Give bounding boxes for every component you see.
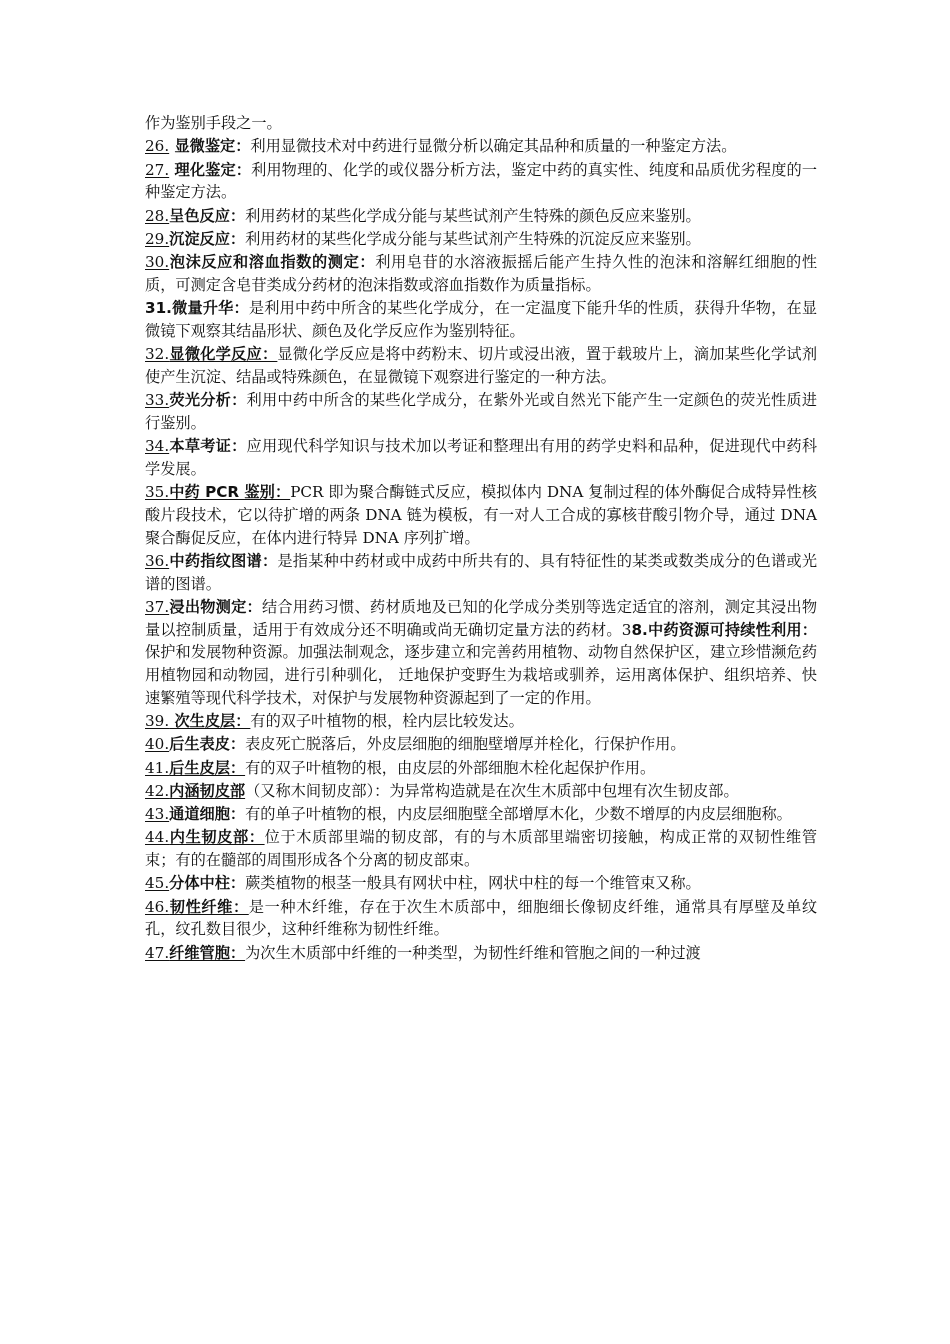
entry-definition: 结合用药习惯、药材质地及已知的化学成分类别等选定适宜的溶剂，测定其浸出物量以控制质量，适用于有效成分还不明确或尚无确切定量方法的药材。3 [145,597,818,639]
entry-36 [145,550,817,595]
entry-46 [145,896,817,941]
entry-number: 37. [145,597,170,616]
entry-definition: （又称木间韧皮部）：为异常构造就是在次生木质部中包埋有次生韧皮部。 [245,781,739,800]
entry-number: 44. [145,828,170,847]
entry-definition: PCR 即为聚合酶链式反应，模拟体内 DNA 复制过程的体外酶促合成特异性核酸片段技术，它以待扩增的两条 DNA 链为模板，有一对人工合成的寡核苷酸引物介导，通过 DNA 聚合酶促反应，在体内进行特异 DNA 序列扩增。 [145,483,817,547]
entry-definition: 是利用中药中所含的某些化学成分，在一定温度下能升华的性质，获得升华物，在显微镜下观察其结晶形状、颜色及化学反应作为鉴别特征。 [145,299,817,340]
entry-41 [145,757,817,780]
document-page [145,112,817,965]
entry-term: 本草考证： [169,437,247,456]
entry-44 [145,826,817,871]
entry-definition: 蕨类植物的根茎一般具有网状中柱，网状中柱的每一个维管束又称。 [245,874,701,893]
entry-term: 微量升华： [171,299,249,318]
entry-term: 分体中柱： [169,874,246,893]
entry-number: 32. [145,345,170,364]
entry-term: 显微鉴定： [169,137,251,156]
entry-definition: 利用药材的某些化学成分能与某些试剂产生特殊的沉淀反应来鉴别。 [245,229,701,248]
entry-42 [145,780,817,803]
entry-number: 33. [145,391,170,410]
entry-30 [145,251,817,296]
entry-37 [145,596,817,710]
lead-text: 作为鉴别手段之一。 [145,114,282,132]
entry-33 [145,389,817,434]
entry-term: 显微化学反应： [169,345,278,364]
entry-definition: 显微化学反应是将中药粉末、切片或浸出液，置于载玻片上，滴加某些化学试剂使产生沉淀、结晶或特殊颜色，在显微镜下观察进行鉴定的一种方法。 [145,345,818,386]
entry-number: 43. [145,805,170,824]
entry-number: 30. [145,253,170,272]
entry-32 [145,343,817,388]
entry-number: 45. [145,874,170,893]
entry-number: 42. [145,781,170,800]
entry-28 [145,205,817,228]
entry-term: 中药指纹图谱： [169,551,278,570]
entry-term: 后生皮层： [169,758,246,777]
entry-26 [145,135,817,158]
entry-number: 8. [631,620,648,639]
entry-term: 浸出物测定： [169,597,262,616]
entry-27 [145,159,817,204]
entry-definition: 利用药材的某些化学成分能与某些试剂产生特殊的颜色反应来鉴别。 [245,206,701,225]
entry-number: 28. [145,206,170,225]
entry-term: 泡沫反应和溶血指数的测定： [169,253,376,272]
entry-term: 通道细胞： [169,805,246,824]
entry-definition: 利用皂苷的水溶液振摇后能产生持久性的泡沫和溶解红细胞的性质，可测定含皂苷类成分药材的泡沫指数或溶血指数作为质量指标。 [145,253,818,294]
entry-number: 29. [145,229,170,248]
entry-definition: 保护和发展物种资源。加强法制观念，逐步建立和完善药用植物、动物自然保护区，建立珍惜濒危药用植物园和动物园，进行引种驯化， 迁地保护变野生为栽培或驯养，运用离体保护、组织培养、快速繁殖等现代科学技术，对保护与发展物种资源起到了一定的作用。 [145,643,817,707]
entry-31 [145,297,817,342]
entry-number: 34. [145,437,170,456]
entry-term: 理化鉴定： [169,160,252,179]
entry-number: 47. [145,943,170,962]
entry-term: 后生表皮： [169,735,246,754]
entry-39 [145,710,817,733]
entry-definition: 应用现代科学知识与技术加以考证和整理出有用的药学史料和品种，促进现代中药科学发展。 [145,437,818,478]
entry-definition: 是指某种中药材或中成药中所共有的、具有特征性的某类或数类成分的色谱或光谱的图谱。 [145,551,818,593]
entry-definition: 有的单子叶植物的根，内皮层细胞壁全部增厚木化，少数不增厚的内皮层细胞称。 [245,805,792,824]
entry-number: 27. [145,160,170,179]
entry-number: 46. [145,897,170,916]
entry-number: 35. [145,483,170,502]
entry-34 [145,435,817,480]
entry-definition: 位于木质部里端的韧皮部，有的与木质部里端密切接触，构成正常的双韧性维管束；有的在髓部的周围形成各个分离的韧皮部束。 [145,828,818,870]
entry-term: 中药资源可持续性利用： [647,620,817,639]
lead-line [145,112,817,135]
entry-number: 36. [145,551,170,570]
entry-definition: 利用物理的、化学的或仪器分析方法，鉴定中药的真实性、纯度和品质优劣程度的一种鉴定方法。 [145,160,818,202]
entry-term: 纤维管胞： [169,943,246,962]
entry-definition: 有的双子叶植物的根，由皮层的外部细胞木栓化起保护作用。 [245,758,656,777]
entry-number: 40. [145,735,170,754]
entry-definition: 利用显微技术对中药进行显微分析以确定其品种和质量的一种鉴定方法。 [250,137,737,156]
entry-term: 荧光分析： [169,391,247,410]
entry-43 [145,803,817,826]
entry-term: 呈色反应： [169,206,246,225]
entry-term: 次生皮层： [169,712,251,730]
entry-term: 内涵韧皮部 [169,781,246,800]
entry-term: 内生韧皮部： [169,828,265,847]
entry-47 [145,942,817,965]
entry-number: 26. [145,137,170,156]
entry-definition: 是一种木纤维，存在于次生木质部中，细胞细长像韧皮纤维，通常具有厚壁及单纹孔，纹孔数目很少，这种纤维称为韧性纤维。 [145,897,818,939]
entry-29 [145,228,817,251]
entry-definition: 为次生木质部中纤维的一种类型，为韧性纤维和管胞之间的一种过渡 [245,943,701,962]
entry-definition: 利用中药中所含的某些化学成分，在紫外光或自然光下能产生一定颜色的荧光性质进行鉴别。 [145,391,818,432]
entry-term: 中药 PCR 鉴别： [169,483,291,502]
entry-term: 韧性纤维： [169,897,249,916]
entry-definition: 有的双子叶植物的根，栓内层比较发达。 [250,712,524,730]
entry-definition: 表皮死亡脱落后，外皮层细胞的细胞壁增厚并栓化，行保护作用。 [245,735,686,754]
entry-number: 41. [145,758,170,777]
entry-45 [145,872,817,895]
entry-number: 39. [145,712,170,730]
entry-term: 沉淀反应： [169,229,246,248]
entry-number: 31. [145,299,172,318]
entry-40 [145,733,817,756]
entry-35 [145,481,817,549]
